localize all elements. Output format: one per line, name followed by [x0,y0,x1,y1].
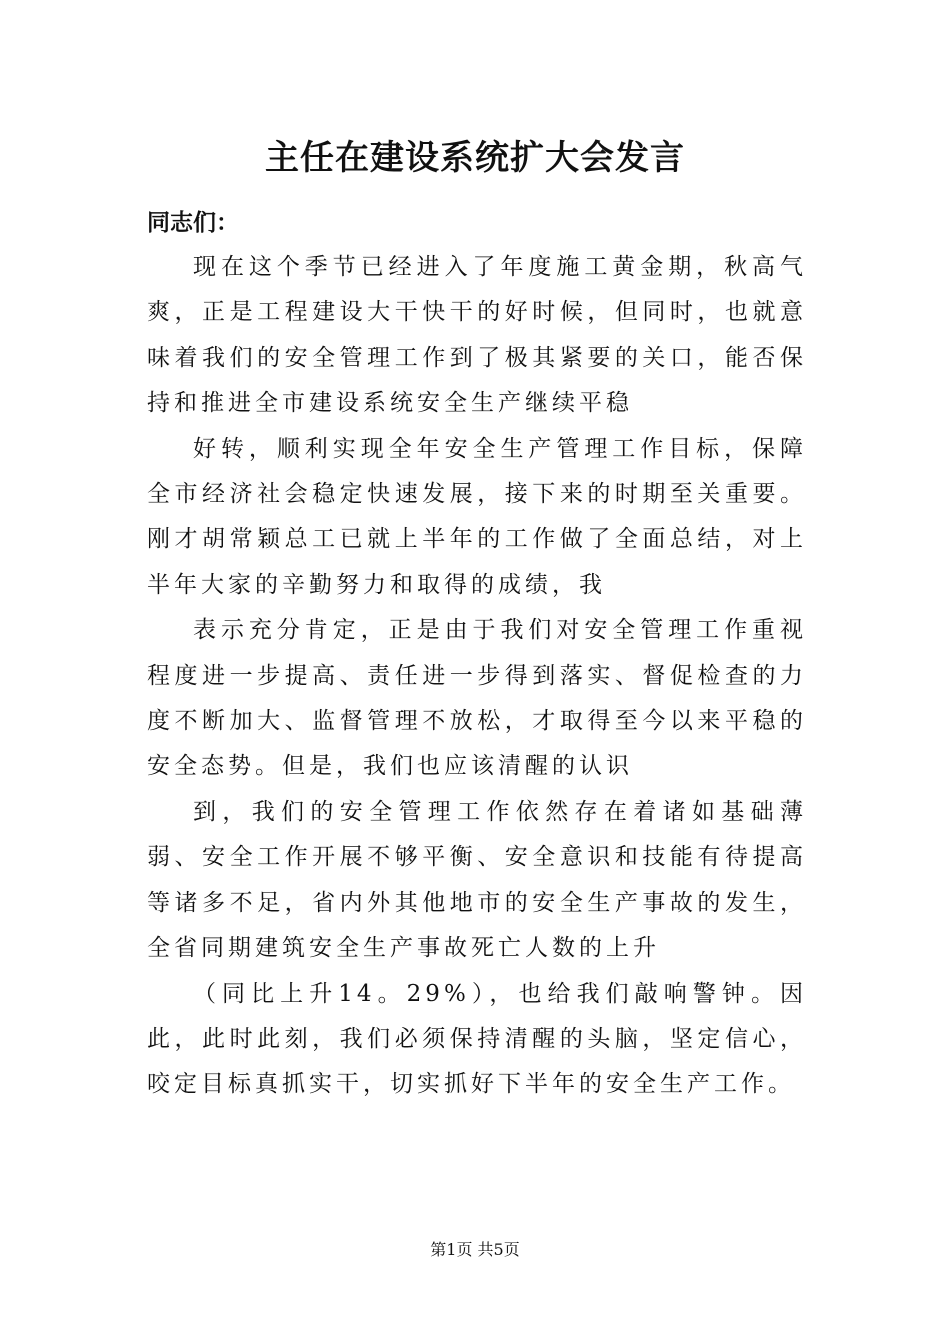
paragraph: （同比上升14。29%），也给我们敲响警钟。因此，此时此刻，我们必须保持清醒的头脑，坚定信心，咬定目标真抓实干，切实抓好下半年的安全生产工作。 [147,980,807,1098]
paragraph: 好转，顺利实现全年安全生产管理工作目标，保障全市经济社会稳定快速发展，接下来的时期至关重要。刚才胡常颖总工已就上半年的工作做了全面总结，对上半年大家的辛勤努力和取得的成绩，我 [147,435,807,598]
paragraph: 现在这个季节已经进入了年度施工黄金期，秋高气爽，正是工程建设大干快干的好时候，但同时，也就意味着我们的安全管理工作到了极其紧要的关口，能否保持和推进全市建设系统安全生产继续平稳 [147,254,807,417]
document-body [147,245,807,1108]
document-title: 主任在建设系统扩大会发言 [265,138,685,178]
page-number-footer: 第1页 共5页 [430,1240,520,1259]
salutation: 同志们： [147,209,239,236]
paragraph: 表示充分肯定，正是由于我们对安全管理工作重视程度进一步提高、责任进一步得到落实、督促检查的力度不断加大、监督管理不放松，才取得至今以来平稳的安全态势。但是，我们也应该清醒的认识 [147,617,807,780]
paragraph: 到，我们的安全管理工作依然存在着诸如基础薄弱、安全工作开展不够平衡、安全意识和技能有待提高等诸多不足，省内外其他地市的安全生产事故的发生，全省同期建筑安全生产事故死亡人数的上升 [147,798,807,962]
